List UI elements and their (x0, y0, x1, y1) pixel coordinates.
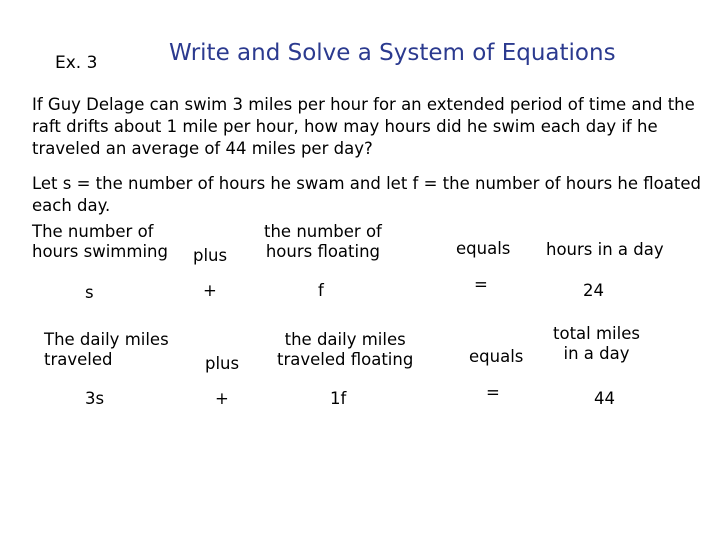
word-problem: If Guy Delage can swim 3 miles per hour for an extended period of time and the raft drifts about 1 mile per hour, how may hours did he swim each day if he traveled an average of 44 miles per day? (32, 95, 695, 158)
page-title: Write and Solve a System of Equations (169, 40, 616, 66)
eq2-result-words (553, 324, 640, 364)
example-label: Ex. 3 (55, 53, 98, 73)
eq2-term2-line1: the daily miles (284, 330, 406, 349)
eq2-term1-line2: traveled (44, 350, 113, 369)
eq2-result-line2: in a day (563, 344, 630, 363)
eq1-op2-words: equals (456, 239, 511, 258)
eq2-term1-line1: The daily miles (44, 330, 169, 349)
eq2-result-symbol: 44 (594, 389, 615, 408)
eq1-result-words: hours in a day (546, 240, 664, 259)
eq1-term1-words (32, 222, 168, 262)
eq1-term2-line2: hours floating (265, 242, 381, 261)
eq2-op2-words: equals (469, 347, 524, 366)
eq1-term1-symbol: s (85, 283, 94, 302)
eq1-op1-symbol: + (203, 281, 217, 300)
eq1-result-symbol: 24 (583, 281, 604, 300)
eq2-term1-symbol: 3s (85, 389, 105, 408)
eq1-term1-line2: hours swimming (32, 242, 168, 261)
eq1-term1-line1: The number of (32, 222, 154, 241)
eq2-term2-line2: traveled floating (277, 350, 414, 369)
eq2-result-line1: total miles (553, 324, 640, 343)
eq2-op1-words: plus (205, 354, 240, 373)
eq2-op1-symbol: + (215, 389, 229, 408)
eq2-term2-symbol: 1f (330, 389, 347, 408)
eq1-term2-line1: the number of (264, 222, 382, 241)
eq2-op2-symbol: = (486, 383, 500, 402)
eq2-term1-words (44, 330, 169, 370)
eq1-op2-symbol: = (474, 275, 488, 294)
variable-definition: Let s = the number of hours he swam and let f = the number of hours he floated each day. (32, 174, 701, 215)
eq2-term2-words (277, 330, 413, 370)
eq1-term2-symbol: f (318, 281, 324, 300)
eq1-op1-words: plus (193, 246, 228, 265)
eq1-term2-words (264, 222, 382, 262)
